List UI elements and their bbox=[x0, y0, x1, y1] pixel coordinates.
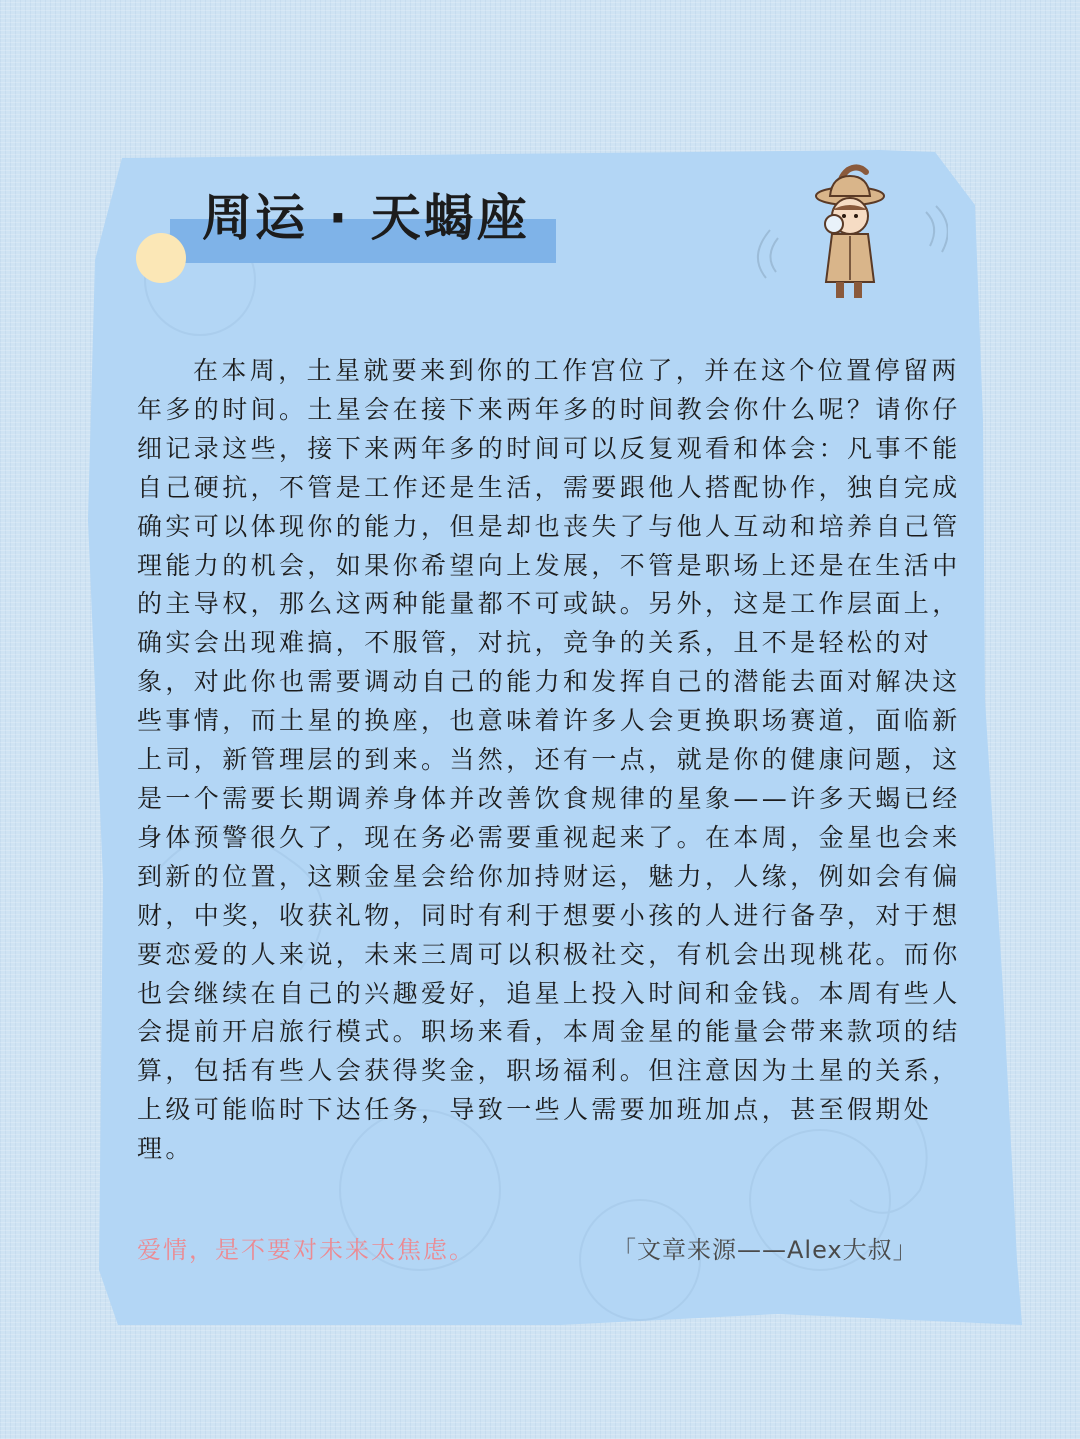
love-tagline: 爱情，是不要对未来太焦虑。 bbox=[137, 1236, 475, 1264]
article-body: 在本周，土星就要来到你的工作宫位了，并在这个位置停留两年多的时间。土星会在接下来两年多的时间教会你什么呢？请你仔细记录这些，接下来两年多的时间可以反复观看和体会：凡事不能自己硬抗，不管是工作还是生活，需要跟他人搭配协作，独自完成确实可以体现你的能力，但是却也丧失了与他人互动和培养自己管理能力的机会，如果你希望向上发展，不管是职场上还是在生活中的主导权，那么这两种能量都不可或缺。另外，这是工作层面上，确实会出现难搞，不服管，对抗，竞争的关系，且不是轻松的对象，对此你也需要调动自己的能力和发挥自己的潜能去面对解决这些事情，而土星的换座，也意味着许多人会更换职场赛道，面临新上司，新管理层的到来。当然，还有一点，就是你的健康问题，这是一个需要长期调养身体并改善饮食规律的星象——许多天蝎已经身体预警很久了，现在务必需要重视起来了。在本周，金星也会来到新的位置，这颗金星会给你加持财运，魅力，人缘，例如会有偏财，中奖，收获礼物，同时有利于想要小孩的人进行备孕，对于想要恋爱的人来说，未来三周可以积极社交，有机会出现桃花。而你也会继续在自己的兴趣爱好，追星上投入时间和金钱。本周有些人会提前开启旅行模式。职场来看，本周金星的能量会带来款项的结算，包括有些人会获得奖金，职场福利。但注意因为土星的关系，上级可能临时下达任务，导致一些人需要加班加点，甚至假期处理。 bbox=[137, 356, 961, 1164]
detective-scorpion-icon bbox=[748, 152, 948, 312]
page-title: 周运 · 天蝎座 bbox=[202, 189, 530, 247]
article-source: 「文章来源——Alex大叔」 bbox=[612, 1236, 918, 1264]
title-dot bbox=[136, 233, 186, 283]
